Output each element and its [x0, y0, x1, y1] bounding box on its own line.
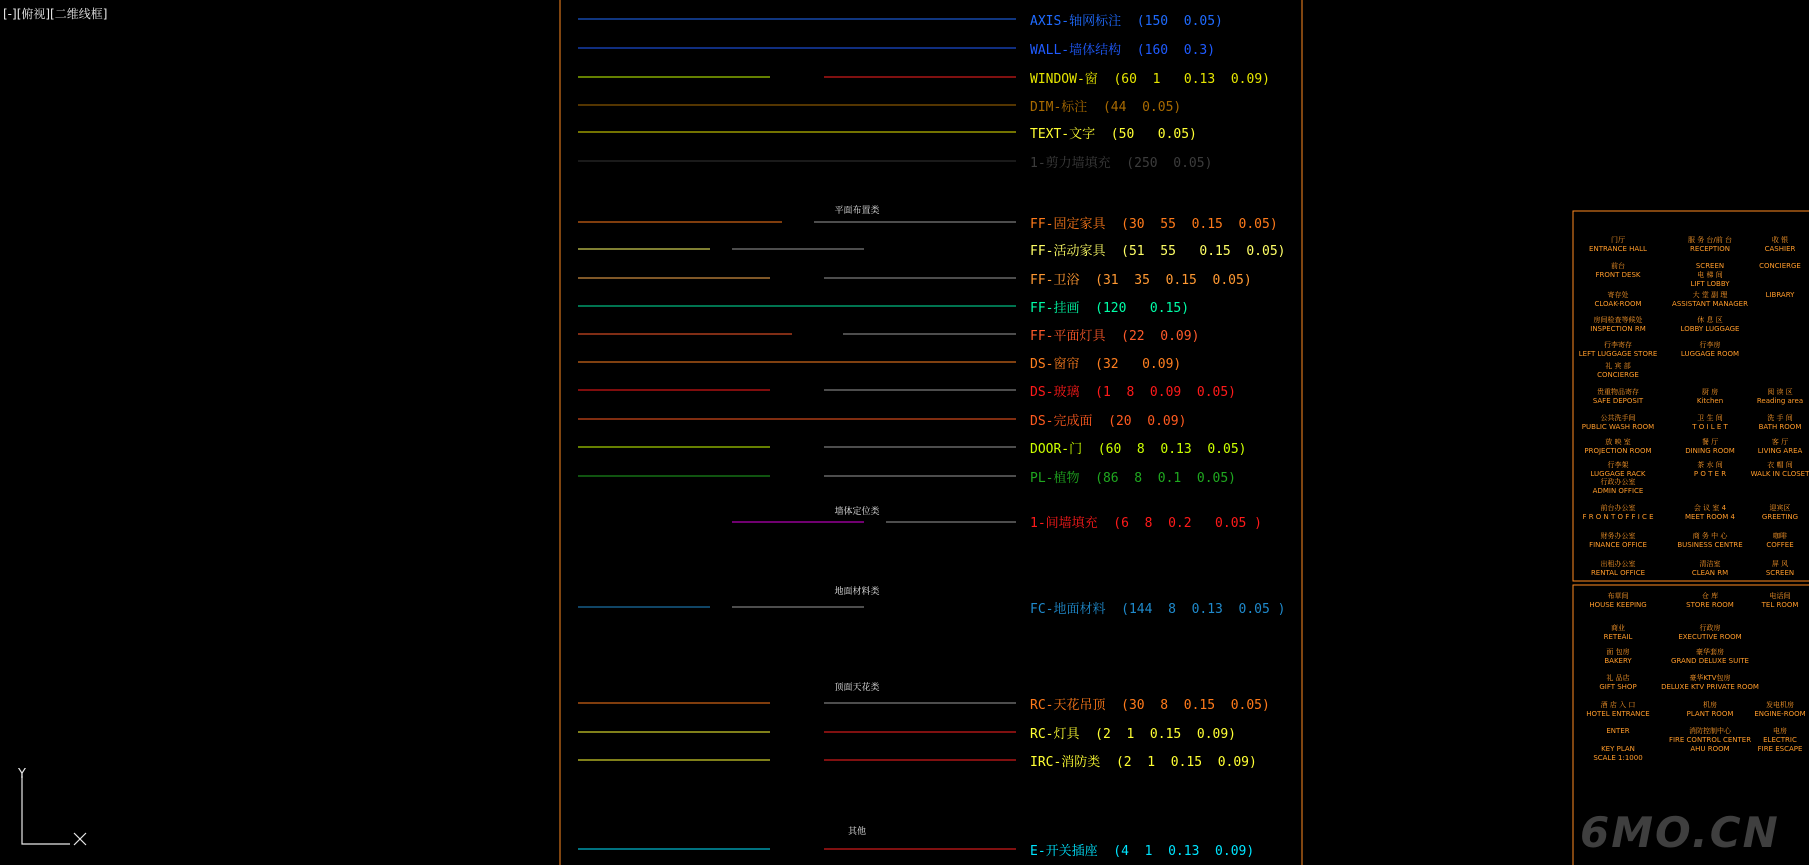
- key-plan-room-label: LUGGAGE ROOM: [1680, 350, 1740, 358]
- key-plan-room-label: Kitchen: [1696, 397, 1724, 405]
- layer-label: RC-天花吊顶 (30 8 0.15 0.05): [1030, 698, 1270, 713]
- key-plan-room-label: 前台: [1611, 262, 1625, 270]
- key-plan-room-label: Reading area: [1756, 397, 1804, 405]
- viewport-controls-label[interactable]: [-][俯视][二维线框]: [3, 7, 108, 21]
- key-plan-room-label: 面 包房: [1606, 648, 1630, 656]
- key-plan-room-label: LIFT LOBBY: [1690, 280, 1730, 288]
- category-title: 其他: [847, 827, 867, 837]
- key-plan-room-label: 礼 品店: [1606, 674, 1630, 682]
- key-plan-room-label: KEY PLAN: [1601, 745, 1635, 753]
- key-plan-room-label: 衣 帽 间: [1767, 461, 1793, 469]
- key-plan-room-label: 布草间: [1607, 592, 1629, 600]
- key-plan-room-label: RENTAL OFFICE: [1590, 569, 1646, 577]
- key-plan-room-label: CONCIERGE: [1759, 262, 1801, 270]
- key-plan-room-label: WALK IN CLOSET: [1750, 470, 1809, 478]
- key-plan-room-label: BATH ROOM: [1758, 423, 1802, 431]
- key-plan-room-label: 寄存处: [1607, 291, 1629, 299]
- key-plan-room-label: 商业: [1611, 624, 1625, 632]
- key-plan-room-label: 行李架: [1607, 461, 1629, 469]
- key-plan-room-label: 厨 房: [1701, 388, 1719, 396]
- key-plan-room-label: 清洁室: [1699, 560, 1721, 568]
- key-plan-room-label: 行李房: [1699, 341, 1721, 349]
- key-plan-room-label: 豪华KTV包房: [1689, 674, 1731, 682]
- key-plan-room-label: 咖啡: [1773, 532, 1787, 540]
- key-plan-room-label: RECEPTION: [1690, 245, 1730, 253]
- layer-label: DIM-标注 (44 0.05): [1030, 100, 1182, 115]
- key-plan-room-label: 礼 宾 部: [1605, 362, 1631, 370]
- key-plan-room-label: 商 务 中 心: [1692, 532, 1728, 540]
- key-plan-room-label: T O I L E T: [1692, 423, 1728, 431]
- key-plan-room-label: 电 梯 间: [1697, 271, 1723, 279]
- key-plan-room-label: P O T E R: [1693, 470, 1727, 478]
- key-plan-room-label: GREETING: [1761, 513, 1799, 521]
- key-plan-room-label: 休 息 区: [1697, 316, 1723, 324]
- key-plan-room-label: 前台办公室: [1600, 504, 1636, 512]
- layer-label: FF-平面灯具 (22 0.09): [1030, 329, 1200, 344]
- key-plan-room-label: ENTER: [1606, 727, 1630, 735]
- key-plan-room-label: SAFE DEPOSIT: [1592, 397, 1644, 405]
- key-plan-room-label: 餐 厅: [1701, 438, 1719, 446]
- key-plan-room-label: LUGGAGE RACK: [1590, 470, 1646, 478]
- key-plan-room-label: ENGINE-ROOM: [1754, 710, 1806, 718]
- key-plan-room-label: SCREEN: [1695, 262, 1725, 270]
- layer-label: FC-地面材料 (144 8 0.13 0.05 ): [1030, 602, 1286, 617]
- key-plan-room-label: 行李寄存: [1604, 341, 1632, 349]
- key-plan-room-label: 房间检查等候处: [1593, 316, 1643, 324]
- key-plan-room-label: GRAND DELUXE SUITE: [1671, 657, 1749, 665]
- key-plan-room-label: DELUXE KTV PRIVATE ROOM: [1661, 683, 1759, 691]
- key-plan-room-label: PROJECTION ROOM: [1584, 447, 1652, 455]
- key-plan-room-label: F R O N T O F F I C E: [1582, 513, 1654, 521]
- key-plan-room-label: 电话间: [1769, 592, 1791, 600]
- key-plan-room-label: SCALE 1:1000: [1593, 754, 1643, 762]
- key-plan-room-label: FIRE CONTROL CENTER: [1668, 736, 1752, 744]
- key-plan-room-label: FRONT DESK: [1595, 271, 1641, 279]
- layer-label: 1-间墙填充 (6 8 0.2 0.05 ): [1030, 516, 1263, 531]
- key-plan-room-label: 阅 读 区: [1767, 388, 1793, 396]
- layer-label: WINDOW-窗 (60 1 0.13 0.09): [1030, 72, 1270, 87]
- key-plan-room-label: RETEAIL: [1603, 633, 1633, 641]
- key-plan-room-label: PLANT ROOM: [1686, 710, 1734, 718]
- key-plan-room-label: BAKERY: [1604, 657, 1632, 665]
- key-plan-room-label: 行政办公室: [1600, 478, 1636, 486]
- key-plan-room-label: 酒 店 入 口: [1600, 701, 1636, 709]
- key-plan-room-label: 行政房: [1699, 624, 1721, 632]
- key-plan-room-label: LIVING AREA: [1757, 447, 1803, 455]
- key-plan-room-label: 门厅: [1611, 236, 1625, 244]
- key-plan-room-label: SCREEN: [1765, 569, 1795, 577]
- layer-label: AXIS-轴网标注 (150 0.05): [1030, 14, 1223, 29]
- key-plan-room-label: DINING ROOM: [1685, 447, 1735, 455]
- key-plan-room-label: 仓 库: [1701, 592, 1719, 600]
- key-plan-room-label: FINANCE OFFICE: [1589, 541, 1647, 549]
- key-plan-room-label: CASHIER: [1764, 245, 1796, 253]
- layer-label: WALL-墙体结构 (160 0.3): [1030, 43, 1216, 58]
- key-plan-room-label: 屏 风: [1771, 560, 1789, 568]
- key-plan-room-label: HOUSE KEEPING: [1589, 601, 1647, 609]
- layer-label: DOOR-门 (60 8 0.13 0.05): [1030, 442, 1247, 457]
- key-plan-room-label: EXECUTIVE ROOM: [1678, 633, 1742, 641]
- key-plan-room-label: 出租办公室: [1600, 560, 1636, 568]
- key-plan-room-label: LIBRARY: [1765, 291, 1795, 299]
- layer-label: DS-窗帘 (32 0.09): [1030, 357, 1182, 372]
- layer-label: TEXT-文字 (50 0.05): [1030, 127, 1197, 142]
- key-plan-room-label: 大 堂 副 理: [1692, 291, 1728, 299]
- key-plan-room-label: ASSISTANT MANAGER: [1672, 300, 1748, 308]
- key-plan-room-label: 迎宾区: [1769, 504, 1791, 512]
- key-plan-room-label: 发电机房: [1766, 701, 1794, 709]
- category-title: 地面材料类: [834, 587, 880, 597]
- layer-label: FF-挂画 (120 0.15): [1030, 301, 1190, 316]
- key-plan-room-label: INSPECTION RM: [1590, 325, 1646, 333]
- key-plan-room-label: 收 银: [1771, 236, 1789, 244]
- key-plan-room-label: 电房: [1773, 727, 1787, 735]
- key-plan-room-label: 公共洗手间: [1600, 414, 1636, 422]
- key-plan-room-label: 服 务 台/前 台: [1687, 236, 1733, 244]
- layer-label: IRC-消防类 (2 1 0.15 0.09): [1030, 755, 1257, 770]
- key-plan-room-label: TEL ROOM: [1761, 601, 1799, 609]
- key-plan-room-label: ADMIN OFFICE: [1592, 487, 1644, 495]
- watermark: 6MO.CN: [1580, 808, 1780, 857]
- key-plan-room-label: 会 议 室 4: [1693, 504, 1727, 512]
- layer-label: RC-灯具 (2 1 0.15 0.09): [1030, 727, 1237, 742]
- key-plan-room-label: FIRE ESCAPE: [1757, 745, 1803, 753]
- category-title: 平面布置类: [834, 206, 880, 216]
- layer-label: DS-完成面 (20 0.09): [1030, 414, 1187, 429]
- layer-label: FF-活动家具 (51 55 0.15 0.05): [1030, 244, 1286, 259]
- key-plan-room-label: 卫 生 间: [1697, 414, 1723, 422]
- key-plan-room-label: 洗 手 间: [1767, 414, 1793, 422]
- ucs-y-label: Y: [18, 767, 26, 782]
- key-plan-room-label: 客 厅: [1771, 438, 1789, 446]
- key-plan-room-label: HOTEL ENTRANCE: [1586, 710, 1650, 718]
- layer-label: E-开关插座 (4 1 0.13 0.09): [1030, 844, 1255, 859]
- layer-label: 1-剪力墙填充 (250 0.05): [1030, 156, 1213, 171]
- key-plan-room-label: LOBBY LUGGAGE: [1680, 325, 1740, 333]
- key-plan-room-label: ELECTRIC: [1763, 736, 1797, 744]
- key-plan-room-label: CLEAN RM: [1691, 569, 1729, 577]
- key-plan-room-label: LEFT LUGGAGE STORE: [1578, 350, 1658, 358]
- layer-label: FF-固定家具 (30 55 0.15 0.05): [1030, 217, 1278, 232]
- key-plan-room-label: 机房: [1703, 701, 1717, 709]
- key-plan-room-label: MEET ROOM 4: [1685, 513, 1735, 521]
- key-plan-room-label: 茶 水 间: [1697, 461, 1723, 469]
- key-plan-room-label: 贵重物品寄存: [1597, 388, 1639, 396]
- ucs-icon: [14, 767, 94, 850]
- key-plan-room-label: COFFEE: [1766, 541, 1794, 549]
- key-plan-room-label: 消防控制中心: [1689, 727, 1731, 735]
- key-plan-room-label: 豪华套房: [1696, 648, 1724, 656]
- key-plan-room-label: STORE ROOM: [1686, 601, 1734, 609]
- category-title: 墙体定位类: [834, 507, 880, 517]
- layer-label: DS-玻璃 (1 8 0.09 0.05): [1030, 385, 1237, 400]
- category-title: 顶面天花类: [834, 683, 880, 693]
- key-plan-room-label: AHU ROOM: [1690, 745, 1730, 753]
- key-plan-room-label: CLOAK-ROOM: [1594, 300, 1642, 308]
- key-plan-room-label: CONCIERGE: [1597, 371, 1639, 379]
- key-plan-room-label: BUSINESS CENTRE: [1677, 541, 1743, 549]
- key-plan-room-label: 财务办公室: [1600, 532, 1636, 540]
- key-plan-room-label: ENTRANCE HALL: [1589, 245, 1647, 253]
- layer-label: FF-卫浴 (31 35 0.15 0.05): [1030, 273, 1252, 288]
- key-plan-room-label: GIFT SHOP: [1599, 683, 1637, 691]
- key-plan-room-label: 放 映 室: [1605, 438, 1631, 446]
- layer-label: PL-植物 (86 8 0.1 0.05): [1030, 471, 1237, 486]
- key-plan-room-label: PUBLIC WASH ROOM: [1581, 423, 1655, 431]
